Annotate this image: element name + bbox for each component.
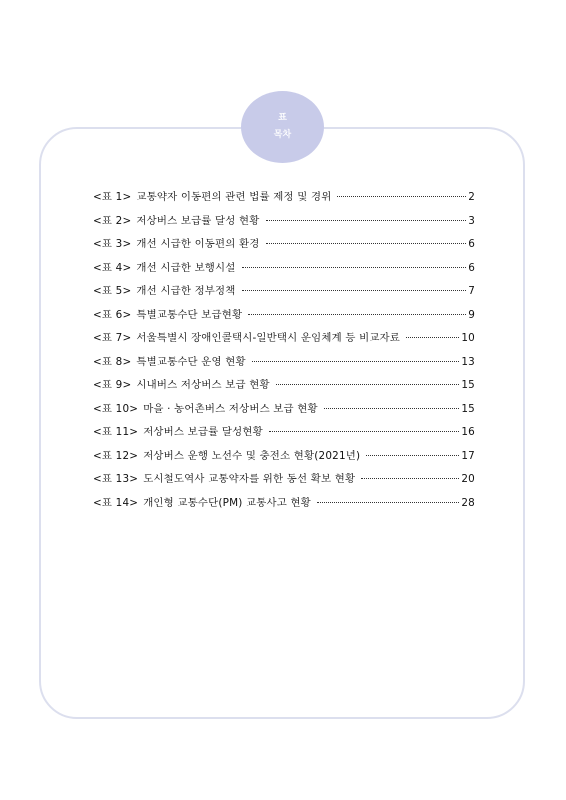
toc-entry-label: <표 4> (93, 261, 132, 274)
toc-leader-dots (337, 196, 466, 197)
toc-entry[interactable] (93, 376, 475, 400)
toc-entry[interactable] (93, 423, 475, 447)
toc-entry-title: 특별교통수단 운영 현황 (136, 355, 246, 368)
toc-entry[interactable] (93, 329, 475, 353)
toc-entry-title: 서울특별시 장애인콜택시-일반택시 운임체계 등 비교자료 (136, 332, 401, 344)
toc-entry[interactable] (93, 353, 475, 377)
toc-entry[interactable] (93, 188, 475, 212)
toc-leader-dots (266, 220, 467, 221)
toc-entry-title: 저상버스 보급률 달성 현황 (136, 214, 260, 227)
toc-leader-dots (269, 431, 460, 432)
toc-entry-title: 교통약자 이동편의 관련 법률 제정 및 경위 (136, 191, 332, 203)
toc-entry-page: 6 (468, 238, 475, 250)
toc-entry-label: <표 5> (93, 285, 132, 297)
toc-leader-dots (242, 267, 467, 268)
toc-entry-page: 15 (461, 379, 475, 391)
toc-entry-label: <표 7> (93, 332, 132, 344)
toc-entry[interactable] (93, 447, 475, 471)
toc-entry-title: 도시철도역사 교통약자를 위한 동선 확보 현황 (143, 473, 356, 485)
toc-leader-dots (248, 314, 466, 315)
table-of-contents (93, 188, 475, 517)
toc-entry-page: 28 (461, 496, 475, 509)
toc-entry-page: 3 (468, 214, 475, 227)
toc-entry-page: 6 (468, 261, 475, 274)
toc-entry-page: 10 (461, 332, 475, 344)
toc-entry-label: <표 6> (93, 308, 132, 321)
toc-entry[interactable] (93, 470, 475, 494)
toc-entry-label: <표 9> (93, 379, 132, 391)
toc-entry-label: <표 3> (93, 238, 132, 250)
toc-entry-page: 13 (461, 355, 475, 368)
toc-leader-dots (242, 290, 467, 291)
section-badge (241, 91, 324, 163)
toc-entry-title: 개인형 교통수단(PM) 교통사고 현황 (143, 496, 311, 509)
toc-entry-label: <표 14> (93, 496, 139, 509)
toc-entry-title: 저상버스 운행 노선수 및 충전소 현황(2021년) (143, 449, 361, 462)
toc-entry[interactable] (93, 494, 475, 518)
toc-entry-title: 개선 시급한 정부정책 (136, 285, 236, 297)
toc-entry-label: <표 12> (93, 449, 139, 462)
badge-line-2: 목차 (273, 130, 292, 140)
toc-entry[interactable] (93, 212, 475, 236)
toc-entry-title: 시내버스 저상버스 보급 현황 (136, 379, 270, 391)
toc-entry-title: 개선 시급한 이동편의 환경 (136, 238, 260, 250)
toc-entry-title: 마을 · 농어촌버스 저상버스 보급 현황 (143, 402, 318, 415)
toc-entry[interactable] (93, 235, 475, 259)
toc-leader-dots (366, 455, 459, 456)
toc-entry[interactable] (93, 306, 475, 330)
toc-leader-dots (317, 502, 459, 503)
toc-entry-label: <표 8> (93, 355, 132, 368)
toc-entry-page: 7 (468, 285, 475, 297)
toc-entry-label: <표 10> (93, 402, 139, 415)
toc-entry-label: <표 2> (93, 214, 132, 227)
toc-entry[interactable] (93, 282, 475, 306)
toc-entry-label: <표 11> (93, 426, 139, 438)
badge-line-1: 표 (278, 113, 287, 123)
toc-entry-label: <표 13> (93, 473, 139, 485)
toc-entry[interactable] (93, 400, 475, 424)
toc-entry-page: 17 (461, 449, 475, 462)
toc-leader-dots (276, 384, 460, 385)
toc-entry-page: 2 (468, 191, 475, 203)
toc-entry-title: 개선 시급한 보행시설 (136, 261, 236, 274)
toc-leader-dots (252, 361, 460, 362)
toc-entry-page: 9 (468, 308, 475, 321)
toc-entry[interactable] (93, 259, 475, 283)
toc-entry-page: 15 (461, 402, 475, 415)
toc-leader-dots (406, 337, 459, 338)
toc-entry-label: <표 1> (93, 191, 132, 203)
toc-leader-dots (361, 478, 459, 479)
toc-entry-title: 저상버스 보급률 달성현황 (143, 426, 263, 438)
toc-entry-page: 20 (461, 473, 475, 485)
toc-leader-dots (266, 243, 467, 244)
toc-leader-dots (324, 408, 460, 409)
toc-entry-title: 특별교통수단 보급현황 (136, 308, 243, 321)
toc-entry-page: 16 (461, 426, 475, 438)
